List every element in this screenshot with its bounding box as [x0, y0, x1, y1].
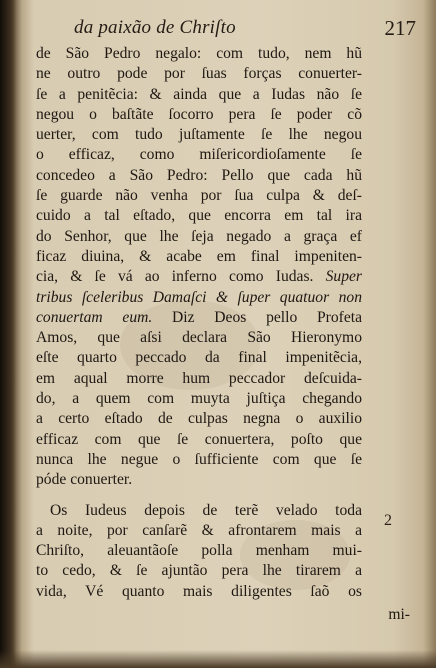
text-line: ne outro pode por ſuas forças conuerter-: [36, 65, 362, 83]
text-line: ſe a penitẽcia: & ainda que a Iudas não ſe: [36, 85, 362, 103]
latin-quote-text: tribus ſceleribus Damaſci & ſuper quatuor non: [36, 288, 362, 306]
book-spine-shadow: [0, 0, 16, 668]
latin-quote-line: [36, 288, 362, 308]
text-line: Chriſto, aleuantãoſe polla menham mui-: [36, 542, 362, 560]
text-line: do, a quem com muyta juſtiça chegando: [36, 390, 362, 408]
text-line: Os Iudeus depois de terẽ velado toda: [50, 501, 362, 519]
text-line: do Senhor, que lhe ſeja negado a graça ef: [36, 227, 362, 245]
text-line: ficaz diuina, & acabe em final impeniten-: [36, 247, 362, 265]
text-segment: Diz Deos pello Profeta: [172, 308, 363, 326]
text-line: de São Pedro negalo: com tudo, nem hũ: [36, 45, 362, 62]
text-line: to cedo, & ſe ajuntão pera lhe tirarem a: [36, 562, 362, 580]
text-line: ſe guarde não venha por ſua culpa & deſ-: [36, 187, 362, 205]
page-bottom-shadow: [0, 650, 436, 668]
page-number: 217: [384, 16, 416, 40]
text-line: a certo eſtado de culpas negna o auxilio: [36, 410, 362, 428]
latin-quote-start: Super: [325, 268, 362, 286]
text-line: a noite, por canſarẽ & afrontarem mais a: [36, 521, 362, 539]
text-line: concedeo a São Pedro: Pello que cada hũ: [36, 166, 362, 184]
text-line: Amos, que aſsi declara São Hieronymo: [36, 329, 362, 347]
marginal-note: 2: [384, 512, 392, 529]
text-segment: cia, & ſe vá ao inferno como Iudas.: [36, 268, 314, 286]
text-line-with-quote: [36, 267, 362, 287]
text-line: negou o baſtãte ſocorro pera ſe poder cõ: [36, 105, 362, 123]
latin-quote-end: conuertam eum.: [36, 308, 153, 326]
text-line: nunca lhe negue o ſufficiente com que ſe: [36, 450, 362, 468]
text-line: eſte quarto peccado da final impenitẽcia,: [36, 349, 362, 367]
text-line: o efficaz, como miſericordioſamente ſe: [36, 146, 362, 164]
text-line: vida, Vé quanto mais diligentes ſaõ os: [36, 582, 362, 600]
text-line: uerter, com tudo juſtamente ſe lhe negou: [36, 126, 362, 144]
text-line: cuido a tal eſtado, que encorra em tal ira: [36, 207, 362, 225]
text-line: póde conuerter.: [36, 471, 133, 489]
text-line: efficaz com que ſe conuertera, poſto que: [36, 430, 362, 448]
catchword: mi-: [388, 606, 410, 623]
paragraph-gap: [36, 491, 362, 501]
book-page: [24, 0, 434, 668]
text-line-with-quote: [36, 308, 362, 328]
body-text: [36, 44, 362, 602]
text-line: em aqual morre hum peccador deſcuida-: [36, 369, 362, 387]
running-head: [74, 17, 416, 39]
running-head-title: da paixão de Chriſto: [74, 17, 236, 38]
